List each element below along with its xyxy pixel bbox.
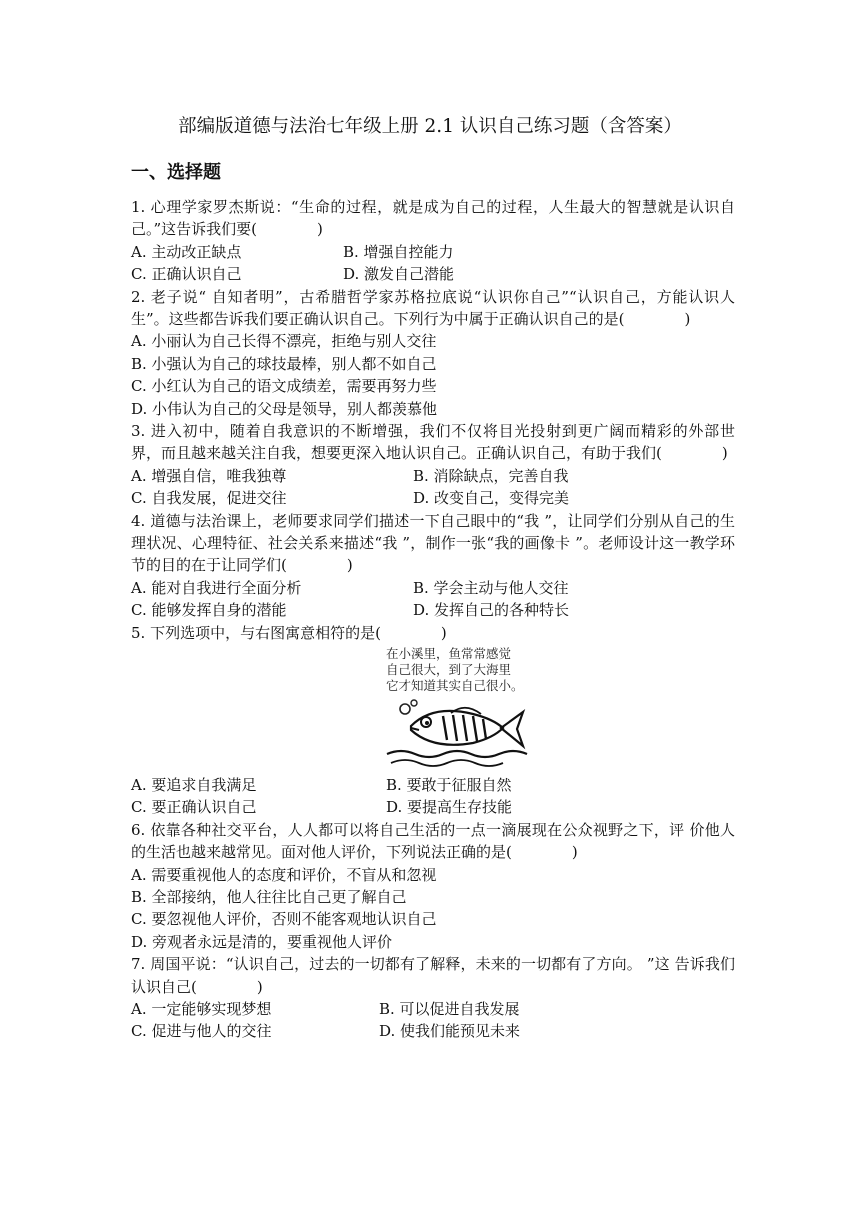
question-4-option-b: B. 学会主动与他人交往 [413,578,569,597]
question-2-stem: 2. 老子说“ 自知者明”，古希腊哲学家苏格拉底说“认识你自己”“认识自己，方能认识人生”。这些都告诉我们要正确认识自己。下列行为中属于正确认识自己的是( ) [131,287,735,328]
question-7-option-d: D. 使我们能预见未来 [379,1022,521,1041]
question-3-stem: 3. 进入初中，随着自我意识的不断增强，我们不仅将目光投射到更广阔而精彩的外部世界，而且越来越关注自我，想要更深入地认识自己。正确认识自己，有助于我们( ) [131,422,735,463]
question-4-stem: 4. 道德与法治课上，老师要求同学们描述一下自己眼中的“我 ”，让同学们分别从自己的生理状况、心理特征、社会关系来描述“我 ”，制作一张“我的画像卡 ”。老师设计这一教学环节的目的在于让同学们( ) [131,511,735,575]
question-2-option-d: D. 小伟认为自己的父母是领导，别人都羡慕他 [131,399,438,418]
question-7-options-row-2 [131,1020,735,1042]
question-1-options-row-2 [131,263,735,285]
fish-caption-line-2: 自己很大，到了大海里 [386,662,512,678]
question-1-option-b: B. 增强自控能力 [343,242,454,261]
section-heading: 一、选择题 [131,162,221,183]
question-7-option-c: C. 促进与他人的交往 [131,1022,272,1041]
question-1-option-d: D. 激发自己潜能 [343,265,455,284]
fish-caption-line-3: 它才知道其实自己很小。 [386,678,524,694]
question-6-stem: 6. 依靠各种社交平台，人人都可以将自己生活的一点一滴展现在公众视野之下，评 价他人的生活也越来越常见。面对他人评价，下列说法正确的是( ) [131,820,735,862]
question-list [131,196,735,1043]
question-5-option-d: D. 要提高生存技能 [386,798,513,817]
question-6-option-c: C. 要忽视他人评价，否则不能客观地认识自己 [131,910,437,929]
question-3-option-d: D. 改变自己，变得完美 [413,489,570,508]
question-5-option-a: A. 要追求自我满足 [131,776,257,795]
question-6-option-b: B. 全部接纳，他人往往比自己更了解自己 [131,888,407,907]
question-2-option-c: C. 小红认为自己的语文成绩差，需要再努力些 [131,377,437,396]
question-2-option-b: B. 小强认为自己的球技最棒，别人都不如自己 [131,354,437,373]
question-4-option-a: A. 能对自我进行全面分析 [131,578,302,597]
question-5-options-row-1 [131,774,735,796]
question-4-option-c: C. 能够发挥自身的潜能 [131,601,287,620]
question-3-options-row-2 [131,487,735,509]
question-1-options-row-1 [131,241,735,263]
question-5-option-b: B. 要敢于征服自然 [386,776,512,795]
question-5-options-row-2 [131,796,735,818]
question-1-option-c: C. 正确认识自己 [131,265,242,284]
question-3-option-a: A. 增强自信，唯我独尊 [131,466,287,485]
fish-caption [386,646,524,694]
question-3-options-row-1 [131,465,735,487]
question-4-options-row-1 [131,577,735,599]
question-6-option-d: D. 旁观者永远是清的，要重视他人评价 [131,932,393,951]
fish-caption-line-1: 在小溪里，鱼常常感觉 [386,646,512,662]
question-7-option-a: A. 一定能够实现梦想 [131,1000,272,1019]
question-7-option-b: B. 可以促进自我发展 [379,1000,520,1019]
question-7-stem: 7. 周国平说：“认识自己，过去的一切都有了解释，未来的一切都有了方向。 ”这 告诉我们认识自己( ) [131,955,735,996]
question-4-option-d: D. 发挥自己的各种特长 [413,601,570,620]
question-5-stem: 5. 下列选项中，与右图寓意相符的是( ) [131,623,447,642]
question-1-option-a: A. 主动改正缺点 [131,242,242,261]
question-3-option-b: B. 消除缺点，完善自我 [413,466,569,485]
question-2-option-a: A. 小丽认为自己长得不漂亮，拒绝与别人交往 [131,332,437,351]
document-title: 部编版道德与法治七年级上册 2.1 认识自己练习题（含答案） [178,116,682,137]
question-4-options-row-2 [131,599,735,621]
fish-illustration [131,644,735,774]
question-7-options-row-1 [131,998,735,1020]
question-6-option-a: A. 需要重视他人的态度和评价，不盲从和忽视 [131,865,437,884]
question-3-option-c: C. 自我发展，促进交往 [131,489,287,508]
question-5-option-c: C. 要正确认识自己 [131,798,257,817]
question-1-stem: 1. 心理学家罗杰斯说：“生命的过程，就是成为自己的过程，人生最大的智慧就是认识自己。”这告诉我们要( ) [131,198,735,239]
